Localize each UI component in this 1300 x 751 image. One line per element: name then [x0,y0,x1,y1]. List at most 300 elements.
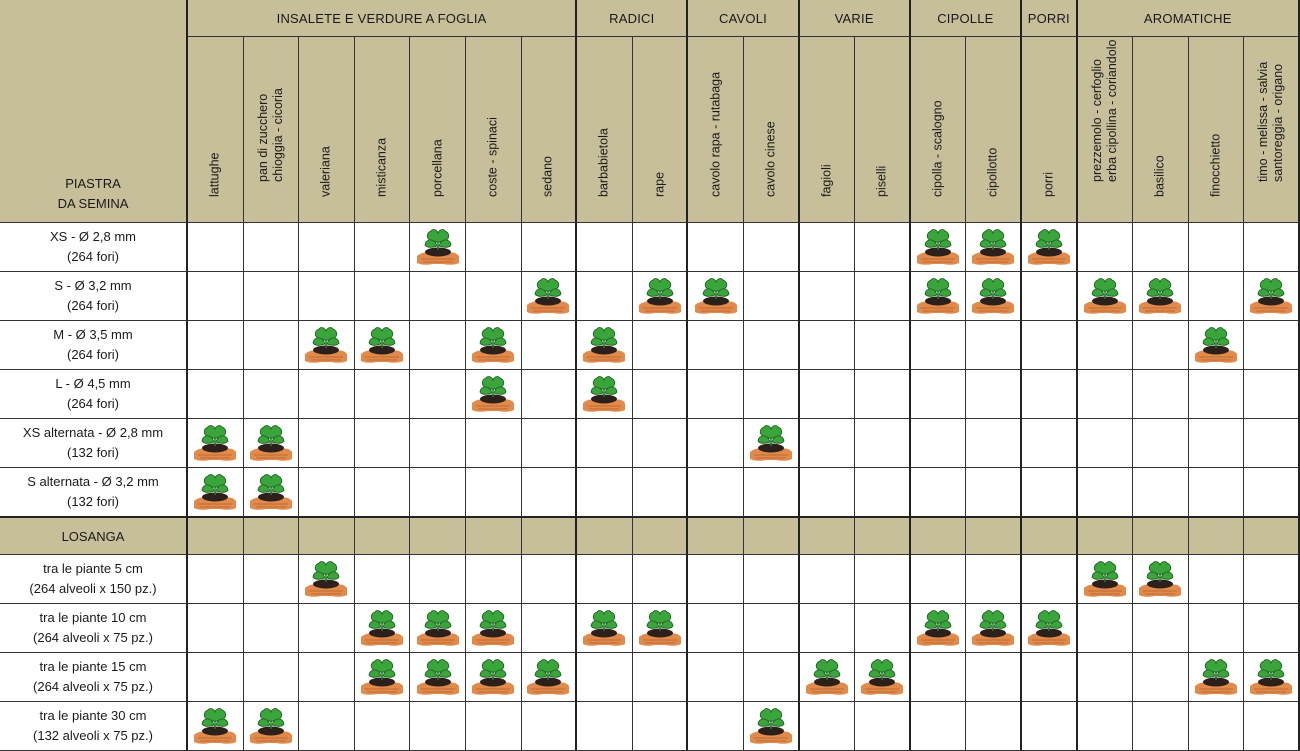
piastra-cell [911,321,967,370]
piastra-cell [688,321,744,370]
group-header-label: RADICI [609,10,655,26]
piastra-cell [855,272,911,321]
piastra-cell [1244,272,1300,321]
row-label-line: L - Ø 4,5 mm [55,376,131,391]
seedling-in-hand-icon [913,607,963,649]
section-cell [1189,518,1245,555]
losanga-cell [1133,653,1189,702]
losanga-cell [1078,653,1134,702]
piastra-cell [966,223,1022,272]
row-label-line: tra le piante 30 cm [39,708,147,723]
piastra-cell [355,223,411,272]
piastra-cell [966,468,1022,518]
losanga-cell [744,555,800,604]
column-header [688,37,744,223]
losanga-cell [966,604,1022,653]
section-cell [1133,518,1189,555]
row-label-line: (264 alveoli x 75 pz.) [33,630,153,645]
losanga-cell [244,555,300,604]
column-header [410,37,466,223]
piastra-cell [1244,321,1300,370]
losanga-cell [800,604,856,653]
losanga-cell [1189,702,1245,751]
column-header [744,37,800,223]
piastra-cell [744,370,800,419]
losanga-cell [688,653,744,702]
seedling-in-hand-icon [246,471,296,513]
seedling-in-hand-icon [468,373,518,415]
group-header [800,0,911,37]
piastra-cell [688,370,744,419]
losanga-cell [1078,604,1134,653]
piastra-cell [410,370,466,419]
piastra-row-label [0,419,188,468]
piastra-cell [855,223,911,272]
piastra-cell [800,223,856,272]
piastra-cell [188,419,244,468]
group-header-label: INSALETE E VERDURE A FOGLIA [276,10,487,26]
piastra-cell [1189,468,1245,518]
losanga-cell [1078,555,1134,604]
piastra-cell [244,419,300,468]
piastra-cell [1133,321,1189,370]
section-cell [688,518,744,555]
seedling-in-hand-icon [301,558,351,600]
column-header-label: rape [652,171,667,197]
piastra-cell [299,370,355,419]
piastra-cell [410,321,466,370]
piastra-cell [1189,419,1245,468]
piastra-cell [410,468,466,518]
piastra-cell [1022,272,1078,321]
piastra-cell [744,272,800,321]
seedling-in-hand-icon [357,607,407,649]
piastra-cell [410,419,466,468]
losanga-cell [466,555,522,604]
piastra-cell [1022,321,1078,370]
piastra-cell [800,321,856,370]
losanga-cell [966,653,1022,702]
row-label-line: XS - Ø 2,8 mm [50,229,136,244]
seedling-in-hand-icon [523,656,573,698]
column-header-label: cipolla - scalogno [930,100,945,197]
losanga-cell [688,555,744,604]
piastra-cell [355,272,411,321]
section-cell [855,518,911,555]
column-header [855,37,911,223]
piastra-cell [466,272,522,321]
piastra-cell [355,370,411,419]
piastra-cell [1078,468,1134,518]
piastra-cell [522,468,578,518]
losanga-cell [744,653,800,702]
piastra-cell [966,419,1022,468]
piastra-cell [244,370,300,419]
losanga-cell [1022,702,1078,751]
piastra-cell [577,419,633,468]
seedling-in-hand-icon [357,324,407,366]
piastra-cell [1022,370,1078,419]
piastra-cell [1189,321,1245,370]
piastra-cell [410,272,466,321]
piastra-cell [1133,223,1189,272]
losanga-cell [244,653,300,702]
column-header-label: coste - spinaci [485,117,500,197]
losanga-cell [355,653,411,702]
seedling-in-hand-icon [968,607,1018,649]
seedling-in-hand-icon [190,422,240,464]
losanga-cell [522,555,578,604]
seedling-in-hand-icon [635,607,685,649]
piastra-cell [522,370,578,419]
piastra-cell [1078,223,1134,272]
losanga-cell [244,604,300,653]
column-header [466,37,522,223]
piastra-cell [966,272,1022,321]
piastra-cell [244,272,300,321]
column-header [299,37,355,223]
seedling-in-hand-icon [246,422,296,464]
column-header-label: pan di zucchero chioggia - cicoria [255,88,285,182]
seedling-in-hand-icon [913,226,963,268]
piastra-cell [522,272,578,321]
losanga-cell [744,604,800,653]
section-cell [633,518,689,555]
seedling-in-hand-icon [413,226,463,268]
piastra-cell [1133,468,1189,518]
piastra-cell [410,223,466,272]
section-cell [522,518,578,555]
losanga-cell [1078,702,1134,751]
piastra-cell [355,321,411,370]
piastra-row-label [0,370,188,419]
losanga-cell [410,555,466,604]
piastra-cell [299,223,355,272]
seedling-in-hand-icon [246,705,296,747]
section-label [0,518,188,555]
seedling-in-hand-icon [579,607,629,649]
column-header-label: cipollotto [985,147,1000,197]
seedling-in-hand-icon [691,275,741,317]
column-header-label: fagioli [819,164,834,197]
column-header-label: sedano [540,155,555,197]
column-header-label: piselli [874,165,889,197]
piastra-cell [911,272,967,321]
losanga-cell [633,653,689,702]
piastra-cell [911,419,967,468]
losanga-cell [1189,555,1245,604]
losanga-cell [855,653,911,702]
losanga-cell [522,653,578,702]
corner-label-line: DA SEMINA [57,196,129,211]
losanga-cell [188,653,244,702]
seedling-in-hand-icon [190,471,240,513]
piastra-cell [522,223,578,272]
seedling-in-hand-icon [357,656,407,698]
piastra-cell [1078,321,1134,370]
losanga-cell [911,653,967,702]
piastra-cell [800,468,856,518]
losanga-row-label [0,653,188,702]
losanga-cell [355,555,411,604]
piastra-cell [855,468,911,518]
column-header-label: timo - melissa - salvia santoreggia - origano [1256,61,1286,182]
section-cell [577,518,633,555]
losanga-cell [1133,555,1189,604]
seedling-in-hand-icon [968,275,1018,317]
piastra-cell [188,223,244,272]
piastra-cell [244,223,300,272]
losanga-cell [1189,604,1245,653]
piastra-cell [1133,419,1189,468]
group-header [188,0,577,37]
piastra-row-label [0,468,188,518]
piastra-cell [355,419,411,468]
losanga-cell [410,604,466,653]
losanga-cell [911,555,967,604]
piastra-cell [633,468,689,518]
losanga-cell [1133,702,1189,751]
losanga-cell [577,653,633,702]
losanga-cell [966,702,1022,751]
piastra-cell [577,321,633,370]
column-header-label: valeriana [318,146,333,197]
losanga-cell [410,702,466,751]
losanga-cell [966,555,1022,604]
losanga-cell [466,702,522,751]
piastra-cell [188,321,244,370]
piastra-cell [1244,419,1300,468]
column-header-label: cavolo rapa - rutabaga [708,71,723,197]
seedling-in-hand-icon [913,275,963,317]
seedling-in-hand-icon [1135,558,1185,600]
piastra-cell [522,321,578,370]
seedling-in-hand-icon [190,705,240,747]
group-header-label: CIPOLLE [937,10,994,26]
piastra-row-label [0,321,188,370]
seedling-in-hand-icon [857,656,907,698]
group-header [688,0,799,37]
column-header [633,37,689,223]
piastra-cell [1189,370,1245,419]
seedling-in-hand-icon [1080,558,1130,600]
row-label-line: S - Ø 3,2 mm [54,278,132,293]
piastra-cell [299,468,355,518]
piastra-cell [1244,223,1300,272]
losanga-cell [244,702,300,751]
group-header [1078,0,1300,37]
piastra-cell [744,468,800,518]
piastra-row-label [0,272,188,321]
piastra-cell [633,419,689,468]
seedling-in-hand-icon [413,656,463,698]
seedling-in-hand-icon [968,226,1018,268]
header-corner [0,0,188,223]
losanga-cell [1244,702,1300,751]
piastra-cell [800,272,856,321]
seedling-in-hand-icon [635,275,685,317]
column-header [355,37,411,223]
column-header [188,37,244,223]
section-cell [800,518,856,555]
section-cell [911,518,967,555]
row-label-line: (264 fori) [66,347,120,362]
column-header-label: finocchietto [1208,133,1223,197]
losanga-cell [855,555,911,604]
seedling-in-hand-icon [523,275,573,317]
losanga-cell [1022,653,1078,702]
piastra-cell [633,223,689,272]
piastra-cell [966,321,1022,370]
piastra-cell [1022,419,1078,468]
seedling-in-hand-icon [1135,275,1185,317]
section-cell [966,518,1022,555]
piastra-cell [1133,272,1189,321]
losanga-cell [1022,604,1078,653]
row-label-line: (264 alveoli x 150 pz.) [29,581,157,596]
section-cell [299,518,355,555]
column-header [1189,37,1245,223]
group-header-label: VARIE [834,10,874,26]
seedling-in-hand-icon [413,607,463,649]
piastra-cell [800,370,856,419]
group-header [1022,0,1078,37]
piastra-cell [1133,370,1189,419]
column-header [911,37,967,223]
losanga-cell [633,555,689,604]
column-header [244,37,300,223]
losanga-cell [800,653,856,702]
piastra-cell [188,272,244,321]
row-label-line: tra le piante 5 cm [43,561,143,576]
piastra-cell [466,468,522,518]
losanga-cell [299,653,355,702]
losanga-cell [855,604,911,653]
piastra-cell [1078,272,1134,321]
row-label-line: (132 fori) [66,494,120,509]
column-header-label: porcellana [430,139,445,197]
row-label-line: (264 fori) [66,249,120,264]
section-cell [744,518,800,555]
column-header [577,37,633,223]
group-header [577,0,688,37]
seedling-in-hand-icon [746,705,796,747]
piastra-cell [299,419,355,468]
piastra-cell [633,370,689,419]
losanga-cell [522,604,578,653]
piastra-cell [633,321,689,370]
piastra-cell [1078,370,1134,419]
losanga-cell [188,555,244,604]
piastra-cell [1189,272,1245,321]
group-header-label: AROMATICHE [1143,10,1232,26]
piastra-cell [244,468,300,518]
seedling-in-hand-icon [1246,656,1296,698]
column-header-label: lattughe [207,152,222,197]
piastra-cell [577,468,633,518]
losanga-cell [466,653,522,702]
seedling-in-hand-icon [468,607,518,649]
column-header-label: barbabietola [596,128,611,197]
seedling-in-hand-icon [468,324,518,366]
section-cell [466,518,522,555]
losanga-cell [911,604,967,653]
column-header [966,37,1022,223]
losanga-cell [522,702,578,751]
losanga-cell [299,555,355,604]
piastra-cell [911,468,967,518]
column-header [522,37,578,223]
seedling-in-hand-icon [1024,607,1074,649]
losanga-cell [577,702,633,751]
row-label-line: (264 fori) [66,298,120,313]
piastra-cell [855,419,911,468]
seedling-in-hand-icon [1024,226,1074,268]
losanga-cell [744,702,800,751]
column-header [800,37,856,223]
group-header [911,0,1022,37]
seedling-in-hand-icon [579,373,629,415]
losanga-row-label [0,555,188,604]
section-cell [1244,518,1300,555]
losanga-cell [688,604,744,653]
row-label-line: (132 fori) [66,445,120,460]
piastra-cell [744,223,800,272]
row-label-line: (264 alveoli x 75 pz.) [33,679,153,694]
piastra-cell [299,272,355,321]
losanga-cell [1244,604,1300,653]
row-label-line: XS alternata - Ø 2,8 mm [22,425,164,440]
group-header-label: CAVOLI [719,10,767,26]
losanga-cell [855,702,911,751]
piastra-cell [522,419,578,468]
section-cell [1078,518,1134,555]
piastra-row-label [0,223,188,272]
piastra-cell [355,468,411,518]
seedling-in-hand-icon [1080,275,1130,317]
piastra-cell [577,370,633,419]
losanga-cell [355,604,411,653]
piastra-cell [466,321,522,370]
losanga-cell [577,604,633,653]
seedling-in-hand-icon [746,422,796,464]
piastra-cell [1078,419,1134,468]
losanga-cell [800,555,856,604]
losanga-cell [188,702,244,751]
losanga-cell [911,702,967,751]
seedling-in-hand-icon [1246,275,1296,317]
piastra-cell [855,321,911,370]
piastra-cell [744,419,800,468]
piastra-cell [1189,223,1245,272]
section-cell [244,518,300,555]
losanga-cell [299,702,355,751]
losanga-cell [188,604,244,653]
piastra-cell [911,223,967,272]
piastra-cell [855,370,911,419]
losanga-cell [688,702,744,751]
losanga-cell [577,555,633,604]
losanga-row-label [0,702,188,751]
row-label-line: S alternata - Ø 3,2 mm [27,474,159,489]
row-label-line: (132 alveoli x 75 pz.) [33,728,153,743]
piastra-cell [466,223,522,272]
row-label-line: M - Ø 3,5 mm [53,327,133,342]
row-label-line: tra le piante 10 cm [39,610,147,625]
losanga-cell [1244,653,1300,702]
piastra-cell [966,370,1022,419]
losanga-cell [633,702,689,751]
